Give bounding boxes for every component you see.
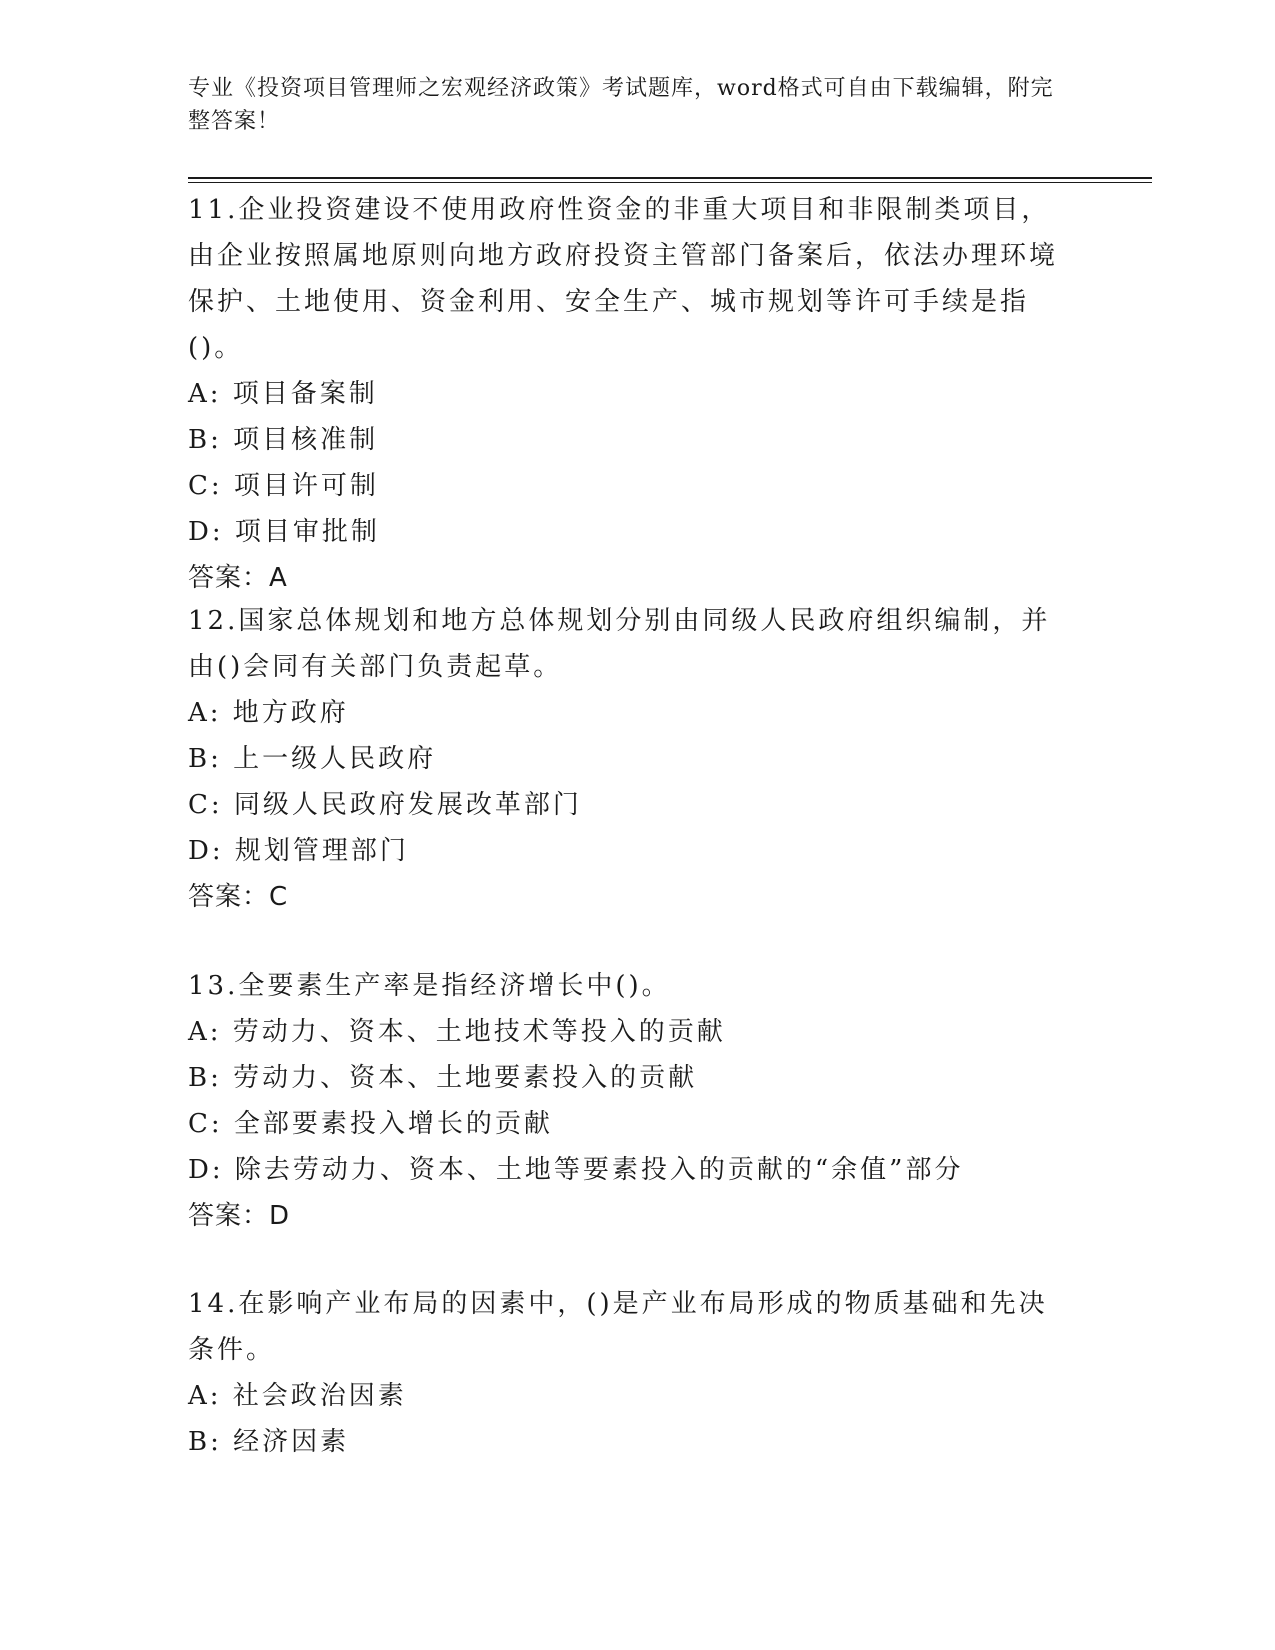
option-a: A: 社会政治因素 [188,1381,407,1411]
option-a: A: 地方政府 [188,698,349,728]
question-14 [188,1281,1068,1465]
question-13 [188,963,1068,1239]
answer: 答案：C [188,882,289,912]
header-rule-bottom [188,182,1152,183]
question-12 [188,598,1068,920]
question-11 [188,187,1068,601]
option-b: B: 上一级人民政府 [188,744,437,774]
option-a: A: 项目备案制 [188,379,378,409]
option-d: D: 项目审批制 [188,517,380,547]
option-c: C: 项目许可制 [188,471,379,501]
document-header: 专业《投资项目管理师之宏观经济政策》考试题库，word格式可自由下载编辑，附完整答案！ [188,76,1054,134]
option-d: D: 除去劳动力、资本、土地等要素投入的贡献的“余值”部分 [188,1155,964,1185]
header-rule-top [188,177,1152,179]
question-stem: 14.在影响产业布局的因素中，()是产业布局形成的物质基础和先决条件。 [188,1289,1048,1365]
question-stem: 11.企业投资建设不使用政府性资金的非重大项目和非限制类项目，由企业按照属地原则向地方政府投资主管部门备案后，依法办理环境保护、土地使用、资金利用、安全生产、城市规划等许可手续是指()。 [188,195,1059,363]
option-c: C: 同级人民政府发展改革部门 [188,790,582,820]
answer: 答案：A [188,563,288,593]
question-stem: 13.全要素生产率是指经济增长中()。 [188,971,671,1001]
option-d: D: 规划管理部门 [188,836,409,866]
option-c: C: 全部要素投入增长的贡献 [188,1109,553,1139]
question-stem: 12.国家总体规划和地方总体规划分别由同级人民政府组织编制，并由()会同有关部门负责起草。 [188,606,1051,682]
option-b: B: 项目核准制 [188,425,379,455]
option-a: A: 劳动力、资本、土地技术等投入的贡献 [188,1017,726,1047]
option-b: B: 劳动力、资本、土地要素投入的贡献 [188,1063,698,1093]
answer: 答案：D [188,1201,291,1231]
option-b: B: 经济因素 [188,1427,350,1457]
